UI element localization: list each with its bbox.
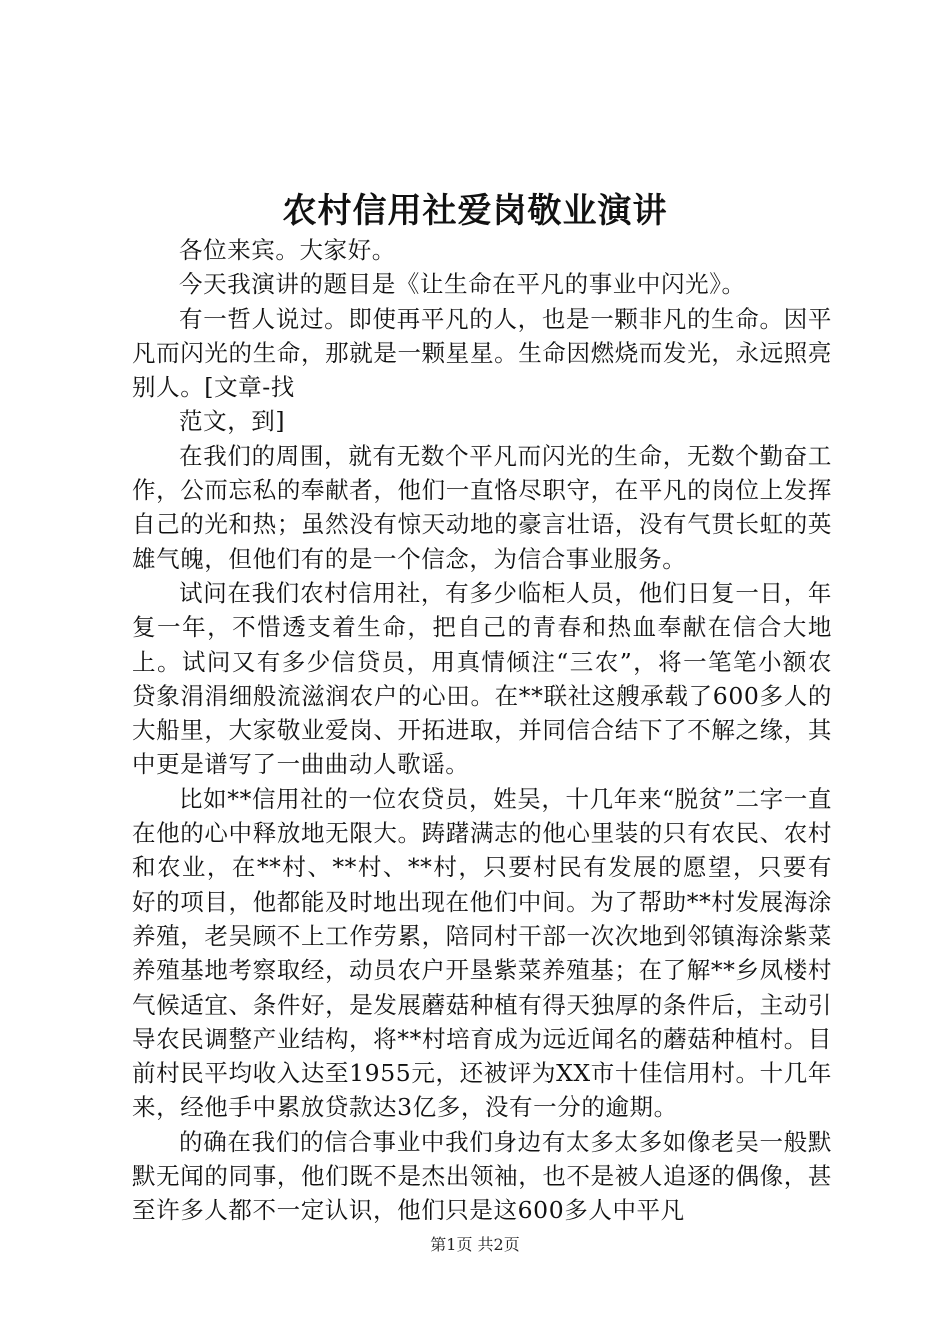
paragraph-colleagues: 的确在我们的信合事业中我们身边有太多太多如像老吴一般默默无闻的同事，他们既不是杰出领袖，也不是被人追逐的偶像，甚至许多人都不一定认识，他们只是这600多人中平凡 (132, 1127, 832, 1225)
document-body (132, 233, 832, 1228)
paragraph-philosopher: 有一哲人说过。即使再平凡的人，也是一颗非凡的生命。因平凡而闪光的生命，那就是一颗星星。生命因燃烧而发光，永远照亮别人。[文章-找 (132, 304, 832, 402)
paragraph-question: 试问在我们农村信用社，有多少临柜人员，他们日复一日，年复一年，不惜透支着生命，把自己的青春和热血奉献在信合大地上。试问又有多少信贷员，用真情倾注“三农”，将一笔笔小额农贷象涓涓细般流滋润农户的心田。在**联社这艘承载了600多人的大船里，大家敬业爱岗、开拓进取，并同信合结下了不解之缘，其中更是谱写了一曲曲动人歌谣。 (132, 578, 832, 779)
paragraph-around-us: 在我们的周围，就有无数个平凡而闪光的生命，无数个勤奋工作，公而忘私的奉献者，他们一直恪尽职守，在平凡的岗位上发挥自己的光和热；虽然没有惊天动地的豪言壮语，没有气贯长虹的英雄气魄，但他们有的是一个信念，为信合事业服务。 (132, 441, 832, 573)
paragraph-topic: 今天我演讲的题目是《让生命在平凡的事业中闪光》。 (179, 270, 746, 299)
paragraph-example: 比如**信用社的一位农贷员，姓吴，十几年来“脱贫”二字一直在他的心中释放地无限大。踌躇满志的他心里装的只有农民、农村和农业，在**村、**村、**村，只要村民有发展的愿望，只要有好的项目，他都能及时地出现在他们中间。为了帮助**村发展海涂养殖，老吴顾不上工作劳累，陪同村干部一次次地到邻镇海涂紫菜养殖基地考察取经，动员农户开垦紫菜养殖基；在了解**乡凤楼村气候适宜、条件好，是发展蘑菇种植有得天独厚的条件后，主动引导农民调整产业结构，将**村培育成为远近闻名的蘑菇种植村。目前村民平均收入达至1955元，还被评为XX市十佳信用村。十几年来，经他手中累放贷款达3亿多，没有一分的逾期。 (132, 784, 832, 1122)
paragraph-fanwen: 范文，到] (179, 407, 286, 436)
page-footer: 第1页 共2页 (430, 1235, 520, 1254)
document-title: 农村信用社爱岗敬业演讲 (282, 191, 668, 231)
paragraph-greeting: 各位来宾。大家好。 (179, 236, 396, 264)
